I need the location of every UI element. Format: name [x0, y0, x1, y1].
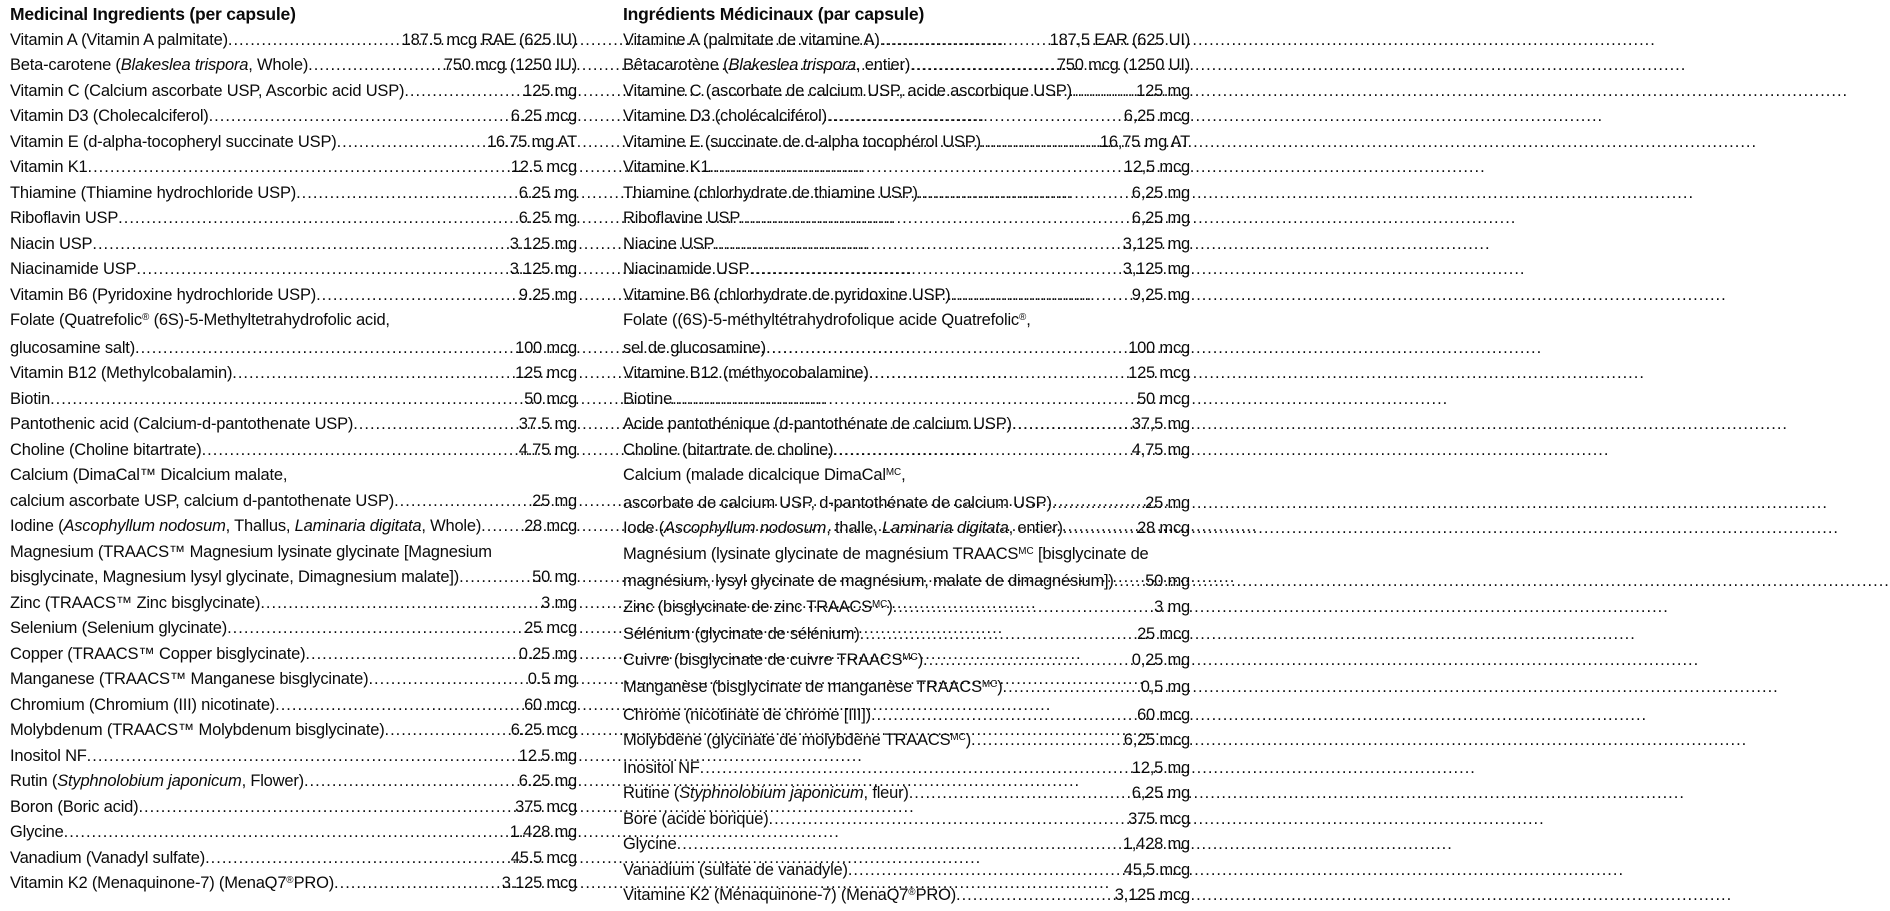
ingredient-name: Vitamine E (succinate de d-alpha tocophérol USP) — [623, 132, 981, 151]
dot-leader — [1114, 569, 1142, 595]
ingredient-amount: 3,125 mg — [1122, 234, 1190, 253]
ingredient-row — [623, 181, 1190, 207]
ingredient-row — [623, 648, 1190, 676]
dot-leader — [87, 744, 516, 770]
dot-leader — [481, 514, 521, 540]
dot-leader — [227, 616, 521, 642]
ingredient-row — [10, 336, 577, 362]
dot-leader — [871, 703, 1134, 729]
ingredient-amount: 37,5 mg — [1131, 415, 1190, 433]
ingredient-amount: 4.75 mg — [518, 440, 577, 459]
dot-leader — [749, 257, 1119, 283]
ingredient-row — [623, 438, 1190, 464]
ingredient-name: Manganese (TRAACS™ Manganese bisglycinate) — [10, 670, 369, 688]
ingredient-row — [623, 756, 1190, 782]
dot-leader — [118, 206, 516, 232]
ingredients-column-english — [10, 2, 577, 911]
ingredient-row — [10, 744, 577, 770]
dot-leader — [766, 336, 1125, 362]
ingredient-name: Thiamine (chlorhydrate de thiamine USP) — [623, 183, 918, 202]
dot-leader — [769, 807, 1126, 833]
ingredient-row — [10, 693, 577, 719]
ingredient-amount: 3.125 mg — [509, 260, 577, 278]
dot-leader — [337, 130, 484, 156]
dot-leader — [700, 756, 1129, 782]
ingredient-name: Pantothenic acid (Calcium-d-pantothenate USP) — [10, 415, 354, 433]
ingredient-row — [623, 387, 1190, 413]
dot-leader — [404, 79, 520, 105]
ingredient-row — [623, 463, 1190, 491]
ingredient-name: Biotine — [623, 389, 673, 408]
ingredient-name: Magnésium (lysinate glycinate de magnésium $TRAACS^{MC}$ [bisglycinate de — [623, 544, 1149, 563]
ingredient-name: Vitamine K2 (Ménaquinone-7) (MenaQ7®PRO) — [623, 886, 957, 904]
ingredient-amount: 50 mg — [532, 568, 577, 586]
ingredient-row — [10, 438, 577, 464]
ingredient-name: Zinc (TRAACS™ Zinc bisglycinate) — [10, 593, 261, 612]
ingredient-name: Beta-carotene (Blakeslea trispora, Whole) — [10, 56, 309, 74]
ingredient-name: Magnesium (TRAACS™ Magnesium lysinate glycinate [Magnesium — [10, 542, 492, 561]
ingredient-amount: 50 mg — [1145, 572, 1190, 590]
column-header-french: Ingrédients Médicinaux (par capsule) — [623, 4, 925, 24]
dot-leader — [1012, 412, 1129, 438]
ingredient-row — [10, 540, 577, 566]
dot-leader — [138, 795, 512, 821]
dot-leader — [893, 595, 1152, 621]
ingredient-name: Vitamine B6 (chlorhydrate de pyridoxine USP) — [623, 285, 951, 304]
ingredient-name: Copper (TRAACS™ Copper bisglycinate) — [10, 644, 306, 663]
ingredient-row — [623, 336, 1190, 362]
dot-leader — [334, 871, 499, 897]
ingredient-row — [10, 206, 577, 232]
ingredient-name: Sélénium (glycinate de sélénium) — [623, 625, 860, 643]
dot-leader — [1063, 516, 1134, 542]
ingredient-name: Vitamine A (palmitate de vitamine A) — [623, 30, 880, 49]
ingredient-row — [10, 104, 577, 130]
dot-leader — [1003, 675, 1138, 701]
ingredient-row — [623, 155, 1190, 181]
ingredient-amount: 125 mg — [1136, 81, 1190, 100]
ingredient-name: Riboflavin USP — [10, 209, 119, 227]
dot-leader — [860, 622, 1134, 648]
ingredient-amount: 100 mcg — [515, 338, 577, 357]
ingredient-amount: 16,75 mg AT — [1099, 132, 1190, 151]
ingredient-name: Cuivre (bisglycinate de cuivre $TRAACS^{MC}$) — [623, 650, 923, 669]
ingredient-list-english — [10, 28, 577, 899]
dot-leader — [848, 858, 1121, 884]
ingredient-name: Selenium (Selenium glycinate) — [10, 619, 228, 637]
dot-leader — [353, 412, 516, 438]
ingredient-row — [623, 595, 1190, 623]
dot-leader — [296, 181, 516, 207]
ingredient-name: Vitamine K1 — [623, 158, 710, 176]
ingredient-row — [10, 795, 577, 821]
ingredient-row — [623, 781, 1190, 807]
ingredient-row — [623, 728, 1190, 756]
dot-leader — [232, 361, 512, 387]
ingredient-amount: 750 mcg (1250 UI) — [1056, 56, 1190, 74]
dot-leader — [209, 104, 508, 130]
ingredient-row — [10, 616, 577, 642]
ingredient-amount: 187,5 EAR (625 UI) — [1049, 30, 1190, 49]
ingredient-name: Iodine (Ascophyllum nodosum, Thallus, Laminaria digitata, Whole) — [10, 517, 482, 535]
dot-leader — [709, 155, 1120, 181]
ingredient-name: Calcium (DimaCal™ Dicalcium malate, — [10, 466, 288, 484]
ingredient-row — [623, 206, 1190, 232]
ingredient-amount: 12.5 mg — [518, 746, 577, 765]
dot-leader — [950, 283, 1128, 309]
ingredient-amount: 25 mcg — [1137, 625, 1190, 643]
dot-leader — [981, 130, 1097, 156]
ingredient-row — [623, 858, 1190, 884]
dot-leader — [308, 53, 441, 79]
ingredient-row — [10, 846, 577, 872]
ingredient-name: Vitamin E (d-alpha-tocopheryl succinate USP) — [10, 132, 337, 151]
ingredient-name: bisglycinate, Magnesium lysyl glycinate, Dimagnesium malate]) — [10, 568, 460, 586]
ingredient-row — [10, 155, 577, 181]
ingredient-amount: 37.5 mg — [518, 415, 577, 433]
ingredient-name: magnésium, lysyl glycinate de magnésium, malate de dimagnésium]) — [623, 572, 1114, 590]
dot-leader — [136, 257, 506, 283]
ingredient-row — [623, 703, 1190, 729]
ingredient-amount: 6.25 mg — [518, 772, 577, 790]
ingredient-amount: 28 mcg — [1137, 519, 1190, 537]
ingredient-row — [10, 53, 577, 79]
dot-leader — [910, 53, 1054, 79]
ingredient-amount: 375 mcg — [1128, 809, 1190, 828]
ingredient-amount: 1.428 mg — [509, 823, 577, 841]
ingredient-row — [623, 675, 1190, 703]
dot-leader — [135, 336, 512, 362]
ingredient-name: Vitamin A (Vitamin A palmitate) — [10, 30, 228, 49]
dot-leader — [956, 883, 1112, 909]
ingredient-row — [623, 257, 1190, 283]
ingredient-name: Vitamin K1 — [10, 158, 88, 176]
ingredient-name: Bore (acide borique) — [623, 809, 769, 828]
ingredient-amount: 4,75 mg — [1131, 440, 1190, 459]
ingredient-amount: 28 mcg — [524, 517, 577, 535]
ingredient-row — [623, 622, 1190, 648]
ingredient-name: glucosamine salt) — [10, 338, 135, 357]
dot-leader — [459, 565, 529, 591]
dot-leader — [714, 232, 1119, 258]
dot-leader — [918, 181, 1129, 207]
dot-leader — [385, 718, 508, 744]
ingredient-amount: 3,125 mg — [1122, 260, 1190, 278]
ingredient-row — [10, 308, 577, 336]
ingredient-row — [10, 667, 577, 693]
dot-leader — [260, 591, 538, 617]
dot-leader — [677, 832, 1120, 858]
ingredient-name: Chromium (Chromium (III) nicotinate) — [10, 695, 276, 714]
dot-leader — [672, 387, 1134, 413]
ingredient-row — [623, 130, 1190, 156]
dot-leader — [1072, 79, 1133, 105]
ingredient-name: Vitamine B12 (méthyocobalamine) — [623, 364, 869, 382]
ingredient-row — [10, 257, 577, 283]
ingredient-row — [10, 718, 577, 744]
dot-leader — [923, 648, 1129, 674]
ingredient-row — [10, 591, 577, 617]
ingredient-amount: 25 mg — [1145, 493, 1190, 512]
ingredient-row — [623, 569, 1190, 595]
ingredient-amount: 375 mcg — [515, 797, 577, 816]
ingredient-name: Molybdène (glycinate de molybdène $TRAACS^{MC}$) — [623, 731, 972, 749]
dot-leader — [880, 28, 1047, 54]
ingredient-row — [10, 565, 577, 591]
ingredient-name: Manganèse (bisglycinate de manganèse $TRAACS^{MC}$) — [623, 678, 1003, 696]
ingredient-row — [623, 516, 1190, 542]
ingredient-name: ascorbate de calcium USP, d-pantothénate de calcium USP) — [623, 493, 1052, 512]
ingredient-row — [623, 104, 1190, 130]
ingredient-row — [10, 871, 577, 899]
ingredient-amount: 6.25 mcg — [510, 107, 577, 125]
ingredient-name: Bêtacarotène (Blakeslea trispora, entier) — [623, 56, 911, 74]
dot-leader — [827, 104, 1121, 130]
ingredient-row — [623, 832, 1190, 858]
ingredient-amount: 125 mcg — [1128, 364, 1190, 382]
ingredient-name: Niacinamide USP — [10, 260, 137, 278]
ingredient-amount: 60 mcg — [1137, 705, 1190, 724]
ingredient-row — [623, 232, 1190, 258]
ingredient-row — [10, 181, 577, 207]
ingredient-amount: 750 mcg (1250 IU) — [443, 56, 577, 74]
ingredient-amount: 12,5 mg — [1131, 758, 1190, 777]
ingredient-name: Biotin — [10, 389, 51, 408]
ingredient-name: sel de glucosamine) — [623, 338, 766, 357]
ingredient-name: Molybdenum (TRAACS™ Molybdenum bisglycinate) — [10, 721, 385, 739]
ingredient-name: Glycine — [623, 835, 677, 853]
dot-leader — [1052, 491, 1142, 517]
ingredient-row — [10, 769, 577, 795]
ingredient-amount: 3.125 mcg — [501, 874, 577, 892]
dot-leader — [909, 781, 1129, 807]
ingredient-name: Vanadium (Vanadyl sulfate) — [10, 848, 206, 867]
dot-leader — [92, 232, 506, 258]
ingredient-amount: 3 mg — [541, 593, 577, 612]
ingredient-amount: 0.25 mg — [518, 644, 577, 663]
ingredient-amount: 187.5 mcg RAE (625 IU) — [401, 30, 577, 49]
ingredient-name: Vitamin B6 (Pyridoxine hydrochloride USP) — [10, 285, 317, 304]
ingredient-amount: 0,5 mg — [1140, 678, 1190, 696]
ingredient-list-french — [623, 28, 1190, 911]
ingredient-name: Niacine USP — [623, 234, 715, 253]
ingredient-amount: 6,25 mcg — [1123, 731, 1190, 749]
ingredient-amount: 12,5 mcg — [1123, 158, 1190, 176]
dot-leader — [275, 693, 521, 719]
ingredient-name: Glycine — [10, 823, 64, 841]
ingredient-amount: 50 mcg — [1137, 389, 1190, 408]
ingredient-amount: 0.5 mg — [527, 670, 577, 688]
ingredient-name: Niacinamide USP — [623, 260, 750, 278]
ingredient-row — [623, 308, 1190, 336]
ingredient-amount: 25 mg — [532, 491, 577, 510]
ingredient-row — [623, 542, 1190, 570]
ingredient-row — [623, 79, 1190, 105]
dot-leader — [869, 361, 1125, 387]
ingredient-name: Choline (Choline bitartrate) — [10, 440, 202, 459]
ingredient-amount: 16.75 mg AT — [486, 132, 577, 151]
dot-leader — [971, 728, 1121, 754]
ingredient-amount: 9,25 mg — [1131, 285, 1190, 304]
dot-leader — [88, 155, 508, 181]
ingredient-row — [10, 361, 577, 387]
ingredient-amount: 6,25 mcg — [1123, 107, 1190, 125]
ingredient-row — [10, 387, 577, 413]
ingredient-name: Vanadium (sulfate de vanadyle) — [623, 860, 848, 879]
ingredient-name: Inositol NF — [623, 758, 700, 777]
ingredient-amount: 3 mg — [1154, 597, 1190, 616]
ingredient-row — [10, 232, 577, 258]
ingredient-amount: 12.5 mcg — [510, 158, 577, 176]
ingredient-row — [10, 820, 577, 846]
dot-leader — [64, 820, 507, 846]
ingredient-name: Chrome (nicotinate de chrome [III]) — [623, 705, 871, 724]
ingredients-column-french — [623, 2, 1190, 911]
dot-leader — [50, 387, 521, 413]
dot-leader — [228, 28, 399, 54]
ingredient-name: Inositol NF — [10, 746, 87, 765]
ingredient-name: Thiamine (Thiamine hydrochloride USP) — [10, 183, 297, 202]
dot-leader — [833, 438, 1129, 464]
ingredient-name: Vitamine C (ascorbate de calcium USP, acide ascorbique USP) — [623, 81, 1072, 100]
ingredient-row — [623, 283, 1190, 309]
ingredient-amount: 6.25 mcg — [510, 721, 577, 739]
ingredient-name: Vitamin K2 (Menaquinone-7) (MenaQ7®PRO) — [10, 874, 335, 892]
ingredient-row — [10, 130, 577, 156]
ingredient-name: calcium ascorbate USP, calcium d-pantothenate USP) — [10, 491, 395, 510]
ingredient-amount: 25 mcg — [524, 619, 577, 637]
ingredient-amount: 3,125 mcg — [1114, 886, 1190, 904]
ingredient-amount: 45.5 mcg — [510, 848, 577, 867]
dot-leader — [368, 667, 524, 693]
ingredient-row — [10, 514, 577, 540]
ingredient-name: Zinc (bisglycinate de zinc $TRAACS^{MC}$) — [623, 597, 893, 616]
ingredient-name: Boron (Boric acid) — [10, 797, 139, 816]
dot-leader — [394, 489, 529, 515]
ingredient-name: Vitamin C (Calcium ascorbate USP, Ascorbic acid USP) — [10, 81, 405, 100]
ingredient-name: Riboflavine USP — [623, 209, 741, 227]
dot-leader — [304, 769, 516, 795]
ingredient-name: Acide pantothénique (d-pantothénate de calcium USP) — [623, 415, 1012, 433]
ingredient-name: Vitamin B12 (Methylcobalamin) — [10, 364, 233, 382]
ingredient-amount: 60 mcg — [524, 695, 577, 714]
dot-leader — [205, 846, 508, 872]
ingredient-amount: 6,25 mg — [1131, 209, 1190, 227]
ingredient-name: Folate (Quatrefolic® (6S)-5-Methyltetrahydrofolic acid, — [10, 311, 390, 329]
ingredient-amount: 125 mg — [523, 81, 577, 100]
ingredient-name: Calcium (malade dicalcique DimaCal$^{MC}$, — [623, 466, 906, 484]
dot-leader — [305, 642, 515, 668]
ingredient-name: Folate ((6S)-5-méthyltétrahydrofolique acide Quatrefolic®, — [623, 311, 1031, 329]
ingredient-row — [10, 283, 577, 309]
ingredient-name: Rutin (Styphnolobium japonicum, Flower) — [10, 772, 304, 790]
ingredient-name: Vitamin D3 (Cholecalciferol) — [10, 107, 209, 125]
ingredient-amount: 6,25 mg — [1131, 183, 1190, 202]
ingredient-row — [10, 412, 577, 438]
ingredient-row — [623, 491, 1190, 517]
ingredient-row — [623, 53, 1190, 79]
ingredient-name: Niacin USP — [10, 234, 93, 253]
ingredient-amount: 6.25 mg — [518, 183, 577, 202]
ingredient-row — [623, 807, 1190, 833]
ingredient-amount: 50 mcg — [524, 389, 577, 408]
dot-leader — [202, 438, 516, 464]
ingredient-row — [10, 28, 577, 54]
ingredient-name: Rutine (Styphnolobium japonicum, fleur) — [623, 784, 909, 802]
ingredient-amount: 1,428 mg — [1122, 835, 1190, 853]
column-header-english: Medicinal Ingredients (per capsule) — [10, 4, 296, 24]
ingredient-amount: 125 mcg — [515, 364, 577, 382]
ingredient-row — [623, 361, 1190, 387]
ingredient-amount: 9.25 mg — [518, 285, 577, 304]
ingredient-name: Vitamine D3 (cholécalciférol) — [623, 107, 827, 125]
ingredient-amount: 0,25 mg — [1131, 650, 1190, 669]
dot-leader — [316, 283, 516, 309]
ingredient-row — [10, 642, 577, 668]
ingredient-name: Iode (Ascophyllum nodosum, thalle, Laminaria digitata, entier) — [623, 519, 1063, 537]
ingredient-row — [623, 883, 1190, 911]
ingredient-row — [623, 28, 1190, 54]
ingredient-amount: 45,5 mcg — [1123, 860, 1190, 879]
ingredient-amount: 6.25 mg — [518, 209, 577, 227]
dot-leader — [740, 206, 1129, 232]
ingredient-amount: 100 mcg — [1128, 338, 1190, 357]
ingredient-row — [623, 412, 1190, 438]
ingredient-amount: 6,25 mg — [1131, 784, 1190, 802]
ingredient-row — [10, 79, 577, 105]
ingredient-name: Choline (bitartrate de choline) — [623, 440, 834, 459]
ingredient-amount: 3.125 mg — [509, 234, 577, 253]
ingredient-row — [10, 463, 577, 489]
ingredient-row — [10, 489, 577, 515]
